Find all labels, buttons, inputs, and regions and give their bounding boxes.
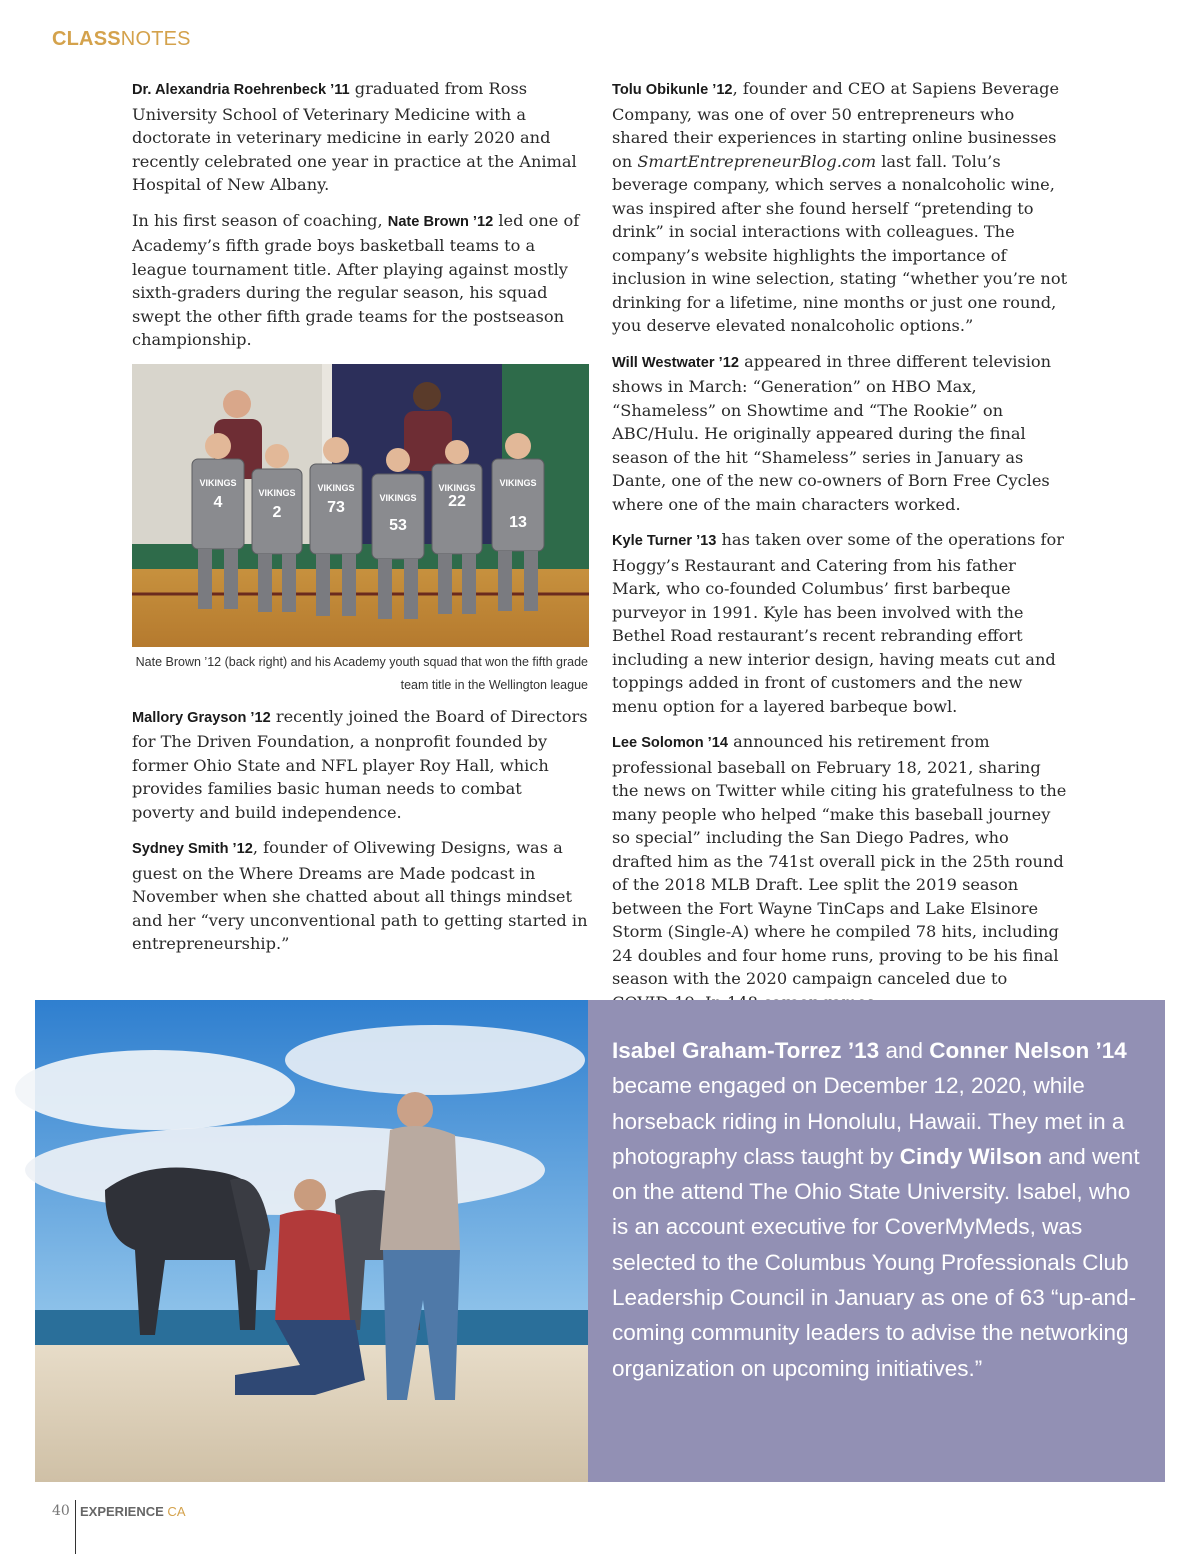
publication-name bbox=[80, 1504, 185, 1519]
jersey-text: VIKINGS bbox=[379, 492, 417, 503]
alum-name: Kyle Turner ’13 bbox=[612, 533, 717, 549]
note-text: , founder and CEO at Sapiens Beverage Company, was one of over 50 entrepreneurs who shared their experiences in starting online businesses on bbox=[612, 79, 1060, 171]
right-column bbox=[612, 77, 1068, 988]
photo-caption: Nate Brown ’12 (back right) and his Academy youth squad that won the fifth grade team title in the Wellington league bbox=[135, 654, 588, 692]
feature-connector: and bbox=[879, 1038, 930, 1063]
note-text: , founder of Olivewing Designs, was a guest on the Where Dreams are Made podcast in November when she chatted about all things mindset and her “very unconventional path to getting started in entrepreneurship.” bbox=[132, 838, 588, 953]
jersey-number: 4 bbox=[213, 493, 223, 511]
note-text: announced his retirement from professional baseball on February 18, 2021, sharing the news on Twitter while citing his gratefulness to the many people who helped “make this baseball journey so special” including the San Diego Padres, who drafted him as the 741st overall pick in the 25th round of the 2018 MLB Draft. Lee split the 2019 season between the Fort Wayne TinCaps and Lake Elsinore Storm (Single-A) where he compiled 78 hits, including 24 doubles and four home runs, proving to be his final season with the 2020 campaign canceled due to bbox=[612, 732, 1067, 988]
feature-text-part: became engaged on December 12, 2020, while horseback riding in Honolulu, Hawaii. They met in a photography class taught by bbox=[612, 1073, 1125, 1169]
note-text: recently joined the Board of Directors for The Driven Foundation, a nonprofit founded by former Ohio State and NFL player Roy Hall, which provides families basic human needs to combat poverty and build independence. bbox=[132, 706, 588, 822]
note-roehrenbeck bbox=[132, 77, 588, 197]
note-smith bbox=[132, 836, 588, 956]
alum-name: Will Westwater ’12 bbox=[612, 354, 739, 371]
note-italic: SmartEntrepreneurBlog.com bbox=[637, 151, 877, 171]
jersey-number: 73 bbox=[327, 498, 345, 516]
alum-name: Lee Solomon ’14 bbox=[612, 735, 728, 751]
publication-name-a: EXPERIENCE bbox=[80, 1504, 164, 1519]
jersey-text: VIKINGS bbox=[499, 477, 537, 488]
alum-name: Sydney Smith ’12 bbox=[132, 841, 253, 857]
note-text: led one of Academy’s fifth grade boys basketball teams to a league tournament title. After playing against mostly sixth-graders during the regular season, his squad swept the other fifth grade teams for the postseason championship. bbox=[132, 210, 580, 349]
teacher-name: Cindy Wilson bbox=[899, 1143, 1042, 1169]
note-text: graduated from Ross University School of Veterinary Medicine with a doctorate in veterinary medicine in early 2020 and recently celebrated one year in practice at the Animal Hospital of New Albany. bbox=[132, 79, 577, 194]
page-number: 40 bbox=[52, 1503, 70, 1519]
note-westwater bbox=[612, 350, 1068, 517]
left-column bbox=[132, 77, 588, 968]
jersey-number: 53 bbox=[389, 516, 407, 534]
section-header-bold: CLASS bbox=[52, 28, 121, 50]
alum-name: Tolu Obikunle ’12 bbox=[612, 82, 733, 98]
alum-name: Mallory Grayson ’12 bbox=[132, 709, 271, 726]
note-text: last fall. Tolu’s beverage company, which serves a nonalcoholic wine, was inspired after she found herself “pretending to drink” in social interactions with colleagues. The company’s website highlights the importance of inclusion in wine selection, stating “whether you’re not drinking for a lifetime, nine months or just one round, you deserve elevated nonalcoholic options.” bbox=[612, 151, 1068, 335]
feature-text bbox=[612, 1033, 1141, 1386]
feature-box bbox=[588, 1000, 1165, 1482]
note-solomon bbox=[612, 730, 1068, 1014]
jersey-text: VIKINGS bbox=[199, 477, 237, 488]
alum-name: Conner Nelson ’14 bbox=[929, 1038, 1127, 1063]
note-obikunle bbox=[612, 77, 1068, 338]
note-text-pre: In his first season of coaching, bbox=[132, 210, 388, 230]
basketball-team-photo bbox=[132, 364, 589, 647]
publication-name-b: CA bbox=[163, 1504, 186, 1519]
jersey-text: VIKINGS bbox=[317, 482, 355, 493]
note-turner bbox=[612, 528, 1068, 718]
note-text: appeared in three different television shows in March: “Generation” on HBO Max, “Shameless” on Showtime and “The Rookie” on ABC/Hulu. He originally appeared during the final season of the hit “Shameless” series in January as Dante, one of the new co-owners of Born Free Cycles where one of the main characters worked. bbox=[612, 351, 1052, 514]
beach-proposal-photo bbox=[35, 1000, 588, 1482]
jersey-number: 22 bbox=[448, 492, 466, 510]
footer-divider bbox=[75, 1500, 76, 1554]
jersey-number: 13 bbox=[509, 513, 527, 531]
section-header bbox=[52, 28, 191, 51]
note-text: has taken over some of the operations for Hoggy’s Restaurant and Catering from his father Mark, who co-founded Columbus’ first barbeque purveyor in 1991. Kyle has been involved with the Bethel Road restaurant’s recent rebranding effort including a new interior design, having meats cut and toppings added in front of customers and the new menu option for a layered barbeque bowl. bbox=[612, 530, 1065, 716]
note-grayson bbox=[132, 705, 588, 825]
section-header-light: NOTES bbox=[120, 28, 191, 50]
jersey-text: VIKINGS bbox=[438, 482, 476, 493]
alum-name: Nate Brown ’12 bbox=[387, 213, 494, 230]
alum-name: Dr. Alexandria Roehrenbeck ’11 bbox=[132, 82, 350, 98]
feature-text-part: and went on the attend The Ohio State University. Isabel, who is an account executive for CoverMyMeds, was selected to the Columbus Young Professionals Club Leadership Council in January as one of 63 “up-and-coming community leaders to advise the networking organization on upcoming initiatives.” bbox=[612, 1143, 1140, 1381]
alum-name: Isabel Graham-Torrez ’13 bbox=[612, 1038, 880, 1063]
note-nate-brown bbox=[132, 209, 588, 352]
page-footer bbox=[52, 1503, 186, 1519]
jersey-text: VIKINGS bbox=[258, 487, 296, 498]
jersey-number: 2 bbox=[272, 503, 282, 521]
